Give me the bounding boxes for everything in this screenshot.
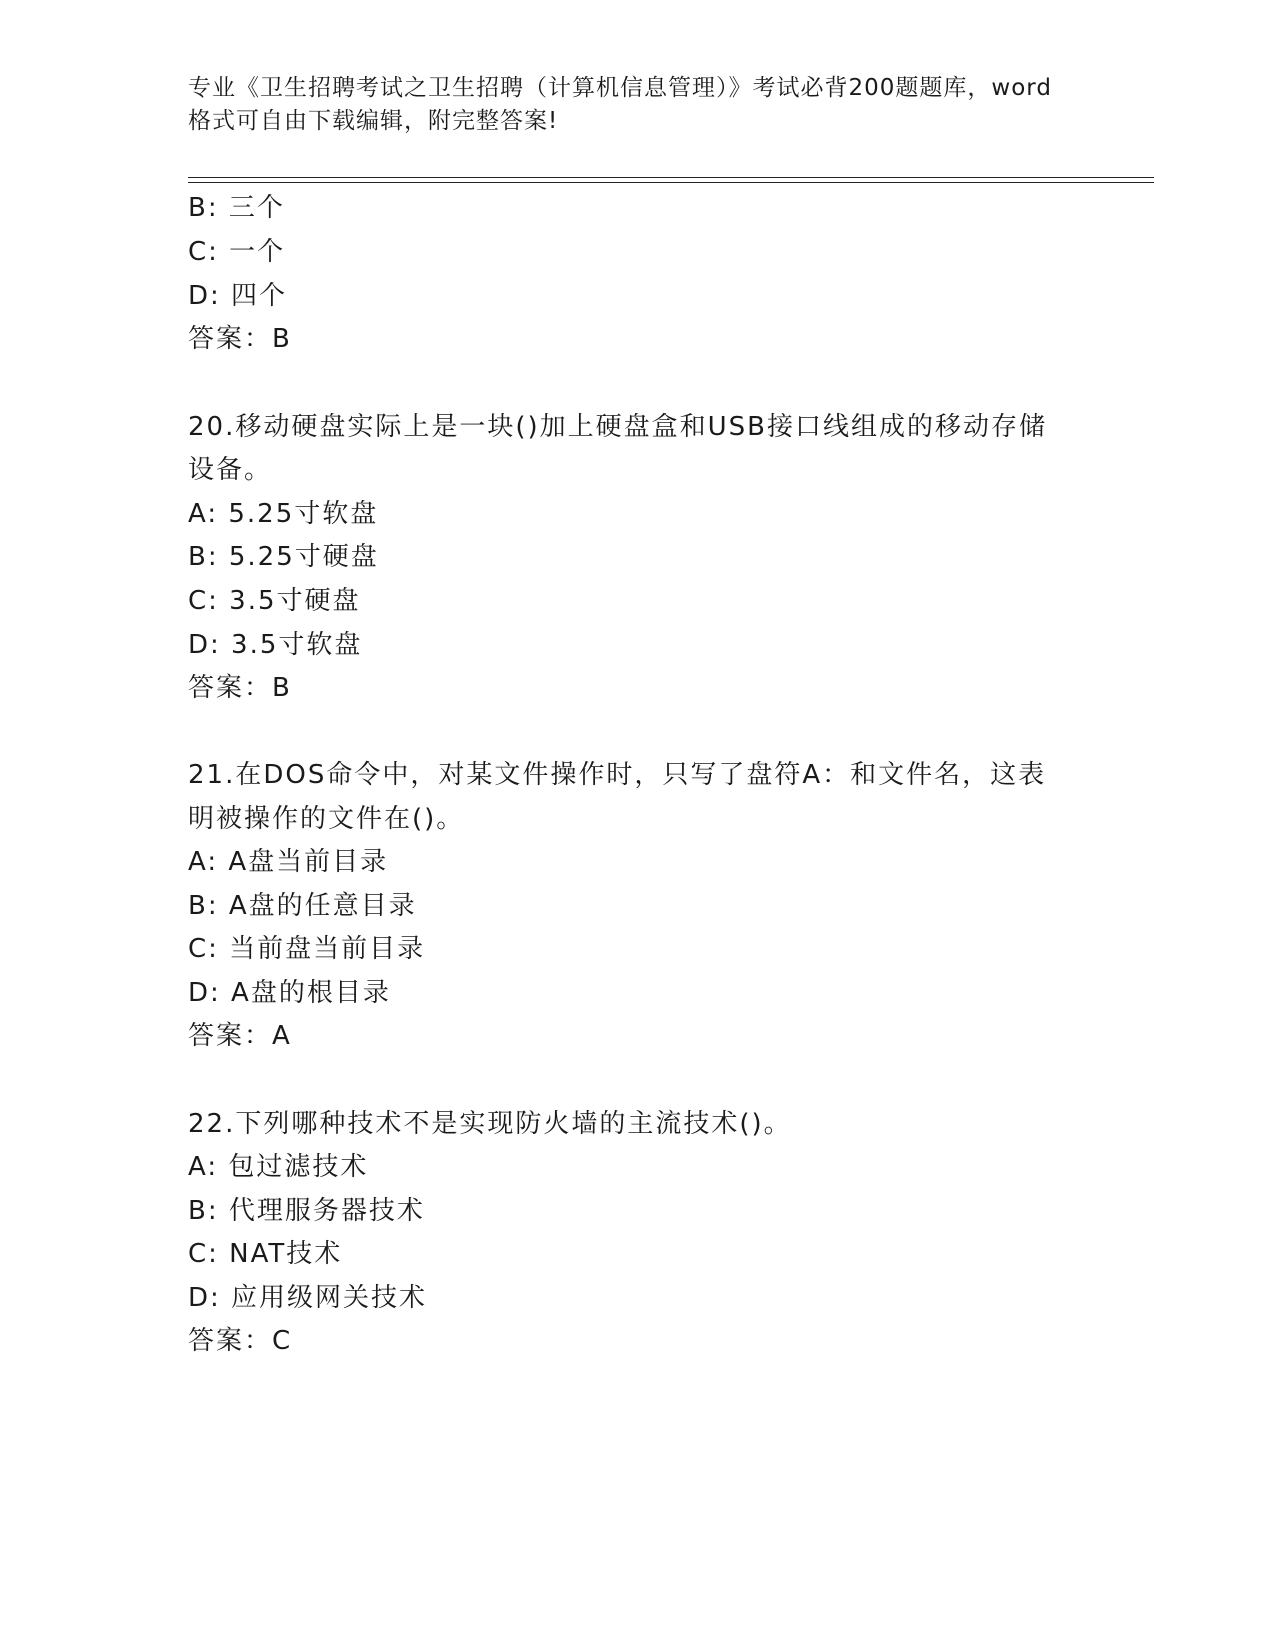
q21-option-d: D: A盘的根目录 [188, 978, 391, 1008]
header-line-2: 格式可自由下载编辑，附完整答案! [188, 108, 559, 134]
q21-option-a: A: A盘当前目录 [188, 847, 389, 877]
q21-option-b: B: A盘的任意目录 [188, 891, 417, 921]
header-line-1: 专业《卫生招聘考试之卫生招聘（计算机信息管理）》考试必背200题题库，word [188, 75, 1052, 101]
q20-option-c: C: 3.5寸硬盘 [188, 586, 361, 616]
q21-answer: 答案：A [188, 1021, 292, 1051]
q21-stem-line-1: 21.在DOS命令中，对某文件操作时，只写了盘符A：和文件名，这表 [188, 760, 1047, 790]
q20-option-b: B: 5.25寸硬盘 [188, 542, 379, 572]
q20-option-a: A: 5.25寸软盘 [188, 499, 379, 529]
q20-option-d: D: 3.5寸软盘 [188, 630, 363, 660]
q22-stem-line-1: 22.下列哪种技术不是实现防火墙的主流技术()。 [188, 1109, 792, 1139]
q19-answer: 答案：B [188, 324, 292, 354]
q22-option-c: C: NAT技术 [188, 1239, 343, 1269]
q22-answer: 答案：C [188, 1326, 293, 1356]
q21-option-c: C: 当前盘当前目录 [188, 934, 426, 964]
q19-option-d: D: 四个 [188, 281, 288, 311]
q19-option-c: C: 一个 [188, 237, 286, 267]
header-divider-bottom [188, 182, 1154, 183]
header-divider-top [188, 177, 1154, 178]
q19-option-b: B: 三个 [188, 193, 285, 223]
q22-option-a: A: 包过滤技术 [188, 1152, 369, 1182]
q20-stem-line-1: 20.移动硬盘实际上是一块()加上硬盘盒和USB接口线组成的移动存储 [188, 412, 1048, 442]
q20-answer: 答案：B [188, 673, 292, 703]
q20-stem-line-2: 设备。 [188, 455, 273, 485]
document-header [188, 72, 1088, 138]
q22-option-b: B: 代理服务器技术 [188, 1196, 425, 1226]
q22-option-d: D: 应用级网关技术 [188, 1283, 428, 1313]
q21-stem-line-2: 明被操作的文件在()。 [188, 804, 465, 834]
